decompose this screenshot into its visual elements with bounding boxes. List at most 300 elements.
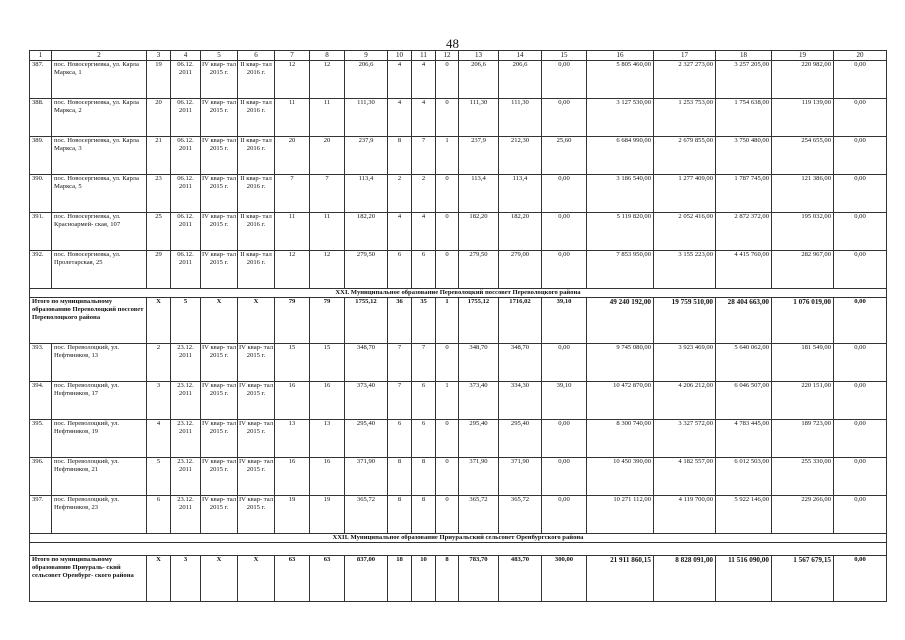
column-number: 6 (238, 51, 275, 61)
cell: 25 (147, 213, 171, 251)
cell: 8 (436, 556, 459, 602)
amount-cell: 3 186 540,00 (587, 175, 654, 213)
cell: 6 (412, 420, 436, 458)
cell: 20 (275, 137, 310, 175)
quarter-cell: IV квар- тал 2015 г. (201, 496, 238, 534)
cell: 373,40 (345, 382, 388, 420)
cell: 12 (310, 251, 345, 289)
cell: 5 (147, 458, 171, 496)
table-row (30, 61, 887, 99)
quarter-cell: IV квар- тал 2015 г. (201, 382, 238, 420)
cell: 3 (147, 382, 171, 420)
cell: 212,30 (499, 137, 542, 175)
cell: 8 (388, 458, 412, 496)
quarter-cell: IV квар- тал 2015 г. (201, 458, 238, 496)
cell: 0 (436, 213, 459, 251)
date-cell: 06.12. 2011 (171, 251, 201, 289)
amount-cell: 121 386,00 (772, 175, 834, 213)
total-label: Итого по муниципальному образованию Переволоцкий поссовет Переволоцкого района (30, 298, 147, 344)
cell: 237,9 (345, 137, 388, 175)
cell: 4 (388, 61, 412, 99)
date-cell: 06.12. 2011 (171, 175, 201, 213)
column-number: 9 (345, 51, 388, 61)
cell: 182,20 (459, 213, 499, 251)
spacer-cell (30, 543, 887, 556)
amount-cell: 8 828 091,00 (654, 556, 716, 602)
amount-cell: 4 783 445,00 (716, 420, 772, 458)
cell: 16 (310, 458, 345, 496)
date-cell: 06.12. 2011 (171, 213, 201, 251)
amount-cell: 2 872 372,00 (716, 213, 772, 251)
amount-cell: 255 330,00 (772, 458, 834, 496)
amount-cell: 0,00 (834, 344, 887, 382)
cell: 182,20 (499, 213, 542, 251)
cell: 3 (171, 556, 201, 602)
spacer-row (30, 543, 887, 556)
amount-cell: 5 805 460,00 (587, 61, 654, 99)
quarter-cell: II квар- тал 2016 г. (238, 137, 275, 175)
cell: 4 (388, 99, 412, 137)
cell: 7 (310, 175, 345, 213)
cell: 365,72 (345, 496, 388, 534)
cell: 4 (388, 213, 412, 251)
quarter-cell: II квар- тал 2016 г. (238, 99, 275, 137)
cell: 1716,02 (499, 298, 542, 344)
amount-cell: 189 723,00 (772, 420, 834, 458)
amount-cell: 0,00 (834, 213, 887, 251)
column-number: 20 (834, 51, 887, 61)
cell: 7 (412, 137, 436, 175)
quarter-cell: IV квар- тал 2015 г. (201, 99, 238, 137)
table-row (30, 496, 887, 534)
amount-cell: 9 745 080,00 (587, 344, 654, 382)
column-number: 10 (388, 51, 412, 61)
date-cell: 23.12. 2011 (171, 496, 201, 534)
address-cell: пос. Новосергиевка, ул. Карла Маркса, 5 (52, 175, 147, 213)
amount-cell: 1 076 019,00 (772, 298, 834, 344)
cell: 279,50 (459, 251, 499, 289)
cell: 348,70 (499, 344, 542, 382)
cell: 348,70 (345, 344, 388, 382)
cell: 0,00 (542, 175, 587, 213)
cell: 8 (388, 496, 412, 534)
quarter-cell: II квар- тал 2016 г. (238, 213, 275, 251)
amount-cell: 2 679 855,00 (654, 137, 716, 175)
cell: 0,00 (542, 458, 587, 496)
cell: 39,10 (542, 298, 587, 344)
cell: 63 (275, 556, 310, 602)
amount-cell: 3 327 572,00 (654, 420, 716, 458)
date-cell: 06.12. 2011 (171, 61, 201, 99)
table-row (30, 458, 887, 496)
cell: 111,30 (459, 99, 499, 137)
cell: 5 (171, 298, 201, 344)
cell: 1 (436, 137, 459, 175)
amount-cell: 4 182 557,00 (654, 458, 716, 496)
cell: 0 (436, 251, 459, 289)
quarter-cell: IV квар- тал 2015 г. (201, 175, 238, 213)
amount-cell: 254 655,00 (772, 137, 834, 175)
cell: 295,40 (345, 420, 388, 458)
cell: 0,00 (542, 251, 587, 289)
cell: 111,30 (345, 99, 388, 137)
cell: 6 (412, 382, 436, 420)
cell: 295,40 (459, 420, 499, 458)
amount-cell: 6 012 503,00 (716, 458, 772, 496)
address-cell: пос. Новосергиевка, ул. Карла Маркса, 2 (52, 99, 147, 137)
amount-cell: 0,00 (834, 175, 887, 213)
cell: 7 (388, 382, 412, 420)
column-number: 13 (459, 51, 499, 61)
date-cell: 23.12. 2011 (171, 382, 201, 420)
date-cell: 06.12. 2011 (171, 99, 201, 137)
cell: 206,6 (345, 61, 388, 99)
cell: 0 (436, 496, 459, 534)
address-cell: пос. Переволоцкий, ул. Нефтяников, 19 (52, 420, 147, 458)
cell: 0 (436, 420, 459, 458)
quarter-cell: IV квар- тал 2015 г. (201, 251, 238, 289)
column-number: 11 (412, 51, 436, 61)
column-number: 15 (542, 51, 587, 61)
cell: 12 (310, 61, 345, 99)
amount-cell: 19 759 510,00 (654, 298, 716, 344)
cell: 111,30 (499, 99, 542, 137)
cell: 4 (147, 420, 171, 458)
cell: 13 (275, 420, 310, 458)
cell: 2 (412, 175, 436, 213)
page-number: 48 (446, 36, 459, 51)
cell: 206,6 (499, 61, 542, 99)
cell: 11 (275, 99, 310, 137)
cell: 300,00 (542, 556, 587, 602)
cell: 25,60 (542, 137, 587, 175)
amount-cell: 8 300 740,00 (587, 420, 654, 458)
cell: 7 (388, 344, 412, 382)
cell: 237,9 (459, 137, 499, 175)
row-number: 392. (30, 251, 52, 289)
address-cell: пос. Переволоцкий, ул. Нефтяников, 21 (52, 458, 147, 496)
cell: 113,4 (345, 175, 388, 213)
cell: 4 (412, 99, 436, 137)
quarter-cell: IV квар- тал 2015 г. (201, 61, 238, 99)
table-row (30, 213, 887, 251)
column-number: 2 (52, 51, 147, 61)
cell: 348,70 (459, 344, 499, 382)
section-header-row (30, 289, 887, 298)
cell: 10 (412, 556, 436, 602)
column-number: 12 (436, 51, 459, 61)
amount-cell: 0,00 (834, 251, 887, 289)
cell: 371,90 (345, 458, 388, 496)
cell: 1 (436, 298, 459, 344)
quarter-cell: IV квар- тал 2015 г. (201, 420, 238, 458)
cell: 79 (310, 298, 345, 344)
cell: X (147, 556, 171, 602)
amount-cell: 229 266,00 (772, 496, 834, 534)
cell: 16 (310, 382, 345, 420)
cell: X (147, 298, 171, 344)
column-number: 7 (275, 51, 310, 61)
amount-cell: 181 549,00 (772, 344, 834, 382)
quarter-cell: IV квар- тал 2015 г. (201, 137, 238, 175)
table-row (30, 382, 887, 420)
table-row (30, 99, 887, 137)
column-number: 3 (147, 51, 171, 61)
cell: 0,00 (542, 213, 587, 251)
total-label: Итого по муниципальному образованию Приураль- ский сельсовет Оренбург- ского района (30, 556, 147, 602)
cell: 35 (412, 298, 436, 344)
amount-cell: 5 640 062,00 (716, 344, 772, 382)
amount-cell: 4 415 760,00 (716, 251, 772, 289)
amount-cell: 0,00 (834, 99, 887, 137)
row-number: 394. (30, 382, 52, 420)
cell: 0 (436, 99, 459, 137)
cell: 1755,12 (459, 298, 499, 344)
cell: 373,40 (459, 382, 499, 420)
cell: 19 (310, 496, 345, 534)
date-cell: 23.12. 2011 (171, 458, 201, 496)
amount-cell: 0,00 (834, 61, 887, 99)
cell: 79 (275, 298, 310, 344)
quarter-cell: IV квар- тал 2015 г. (238, 496, 275, 534)
column-number: 4 (171, 51, 201, 61)
address-cell: пос. Переволоцкий, ул. Нефтяников, 13 (52, 344, 147, 382)
table-row (30, 420, 887, 458)
cell: 18 (388, 556, 412, 602)
column-number: 17 (654, 51, 716, 61)
column-number: 18 (716, 51, 772, 61)
cell: 20 (147, 99, 171, 137)
cell: 182,20 (345, 213, 388, 251)
section-title: XXI. Муниципальное образование Переволоцкий поссовет Переволоцкого района (30, 289, 887, 298)
cell: 12 (275, 251, 310, 289)
cell: 19 (275, 496, 310, 534)
cell: 8 (412, 458, 436, 496)
row-number: 390. (30, 175, 52, 213)
date-cell: 06.12. 2011 (171, 137, 201, 175)
amount-cell: 1 787 745,00 (716, 175, 772, 213)
amount-cell: 10 271 112,00 (587, 496, 654, 534)
amount-cell: 119 139,00 (772, 99, 834, 137)
amount-cell: 5 119 820,00 (587, 213, 654, 251)
cell: 0 (436, 344, 459, 382)
cell: X (238, 556, 275, 602)
amount-cell: 2 052 416,00 (654, 213, 716, 251)
cell: 11 (310, 99, 345, 137)
amount-cell: 195 032,00 (772, 213, 834, 251)
cell: 6 (388, 420, 412, 458)
cell: 0 (436, 175, 459, 213)
table-row (30, 251, 887, 289)
row-number: 393. (30, 344, 52, 382)
address-cell: пос. Новосергиевка, ул. Карла Маркса, 1 (52, 61, 147, 99)
cell: 6 (388, 251, 412, 289)
cell: 0,00 (542, 99, 587, 137)
column-number: 14 (499, 51, 542, 61)
address-cell: пос. Переволоцкий, ул. Нефтяников, 23 (52, 496, 147, 534)
address-cell: пос. Переволоцкий, ул. Нефтяников, 17 (52, 382, 147, 420)
cell: 334,30 (499, 382, 542, 420)
quarter-cell: IV квар- тал 2015 г. (238, 344, 275, 382)
amount-cell: 0,00 (834, 420, 887, 458)
row-number: 395. (30, 420, 52, 458)
cell: 783,70 (459, 556, 499, 602)
cell: 20 (310, 137, 345, 175)
cell: 19 (147, 61, 171, 99)
row-number: 387. (30, 61, 52, 99)
cell: 0,00 (542, 61, 587, 99)
cell: 63 (310, 556, 345, 602)
amount-cell: 10 472 870,00 (587, 382, 654, 420)
cell: 8 (412, 496, 436, 534)
cell: X (238, 298, 275, 344)
column-number: 5 (201, 51, 238, 61)
amount-cell: 6 046 507,00 (716, 382, 772, 420)
cell: 6 (412, 251, 436, 289)
cell: 365,72 (459, 496, 499, 534)
quarter-cell: IV квар- тал 2015 г. (238, 420, 275, 458)
housing-program-table (29, 50, 887, 602)
address-cell: пос. Новосергиевка, ул. Карла Маркса, 3 (52, 137, 147, 175)
cell: 29 (147, 251, 171, 289)
amount-cell: 3 127 530,00 (587, 99, 654, 137)
cell: 11 (310, 213, 345, 251)
cell: 295,40 (499, 420, 542, 458)
cell: 36 (388, 298, 412, 344)
amount-cell: 1 754 638,00 (716, 99, 772, 137)
amount-cell: 2 327 273,00 (654, 61, 716, 99)
cell: 4 (412, 213, 436, 251)
cell: 371,90 (499, 458, 542, 496)
address-cell: пос. Новосергиевка, ул. Пролетарская, 25 (52, 251, 147, 289)
cell: 39,10 (542, 382, 587, 420)
amount-cell: 1 253 753,00 (654, 99, 716, 137)
row-number: 391. (30, 213, 52, 251)
row-number: 388. (30, 99, 52, 137)
column-number-row (30, 51, 887, 61)
amount-cell: 0,00 (834, 496, 887, 534)
table-row (30, 344, 887, 382)
cell: 279,00 (499, 251, 542, 289)
date-cell: 23.12. 2011 (171, 344, 201, 382)
quarter-cell: IV квар- тал 2015 г. (201, 344, 238, 382)
amount-cell: 0,00 (834, 382, 887, 420)
cell: 7 (412, 344, 436, 382)
cell: 16 (275, 458, 310, 496)
amount-cell: 5 922 146,00 (716, 496, 772, 534)
cell: X (201, 556, 238, 602)
cell: 13 (310, 420, 345, 458)
amount-cell: 3 155 223,00 (654, 251, 716, 289)
amount-cell: 0,00 (834, 137, 887, 175)
cell: 1755,12 (345, 298, 388, 344)
cell: 113,4 (499, 175, 542, 213)
total-row (30, 298, 887, 344)
cell: 206,6 (459, 61, 499, 99)
table-row (30, 175, 887, 213)
cell: 11 (275, 213, 310, 251)
cell: 21 (147, 137, 171, 175)
cell: 15 (310, 344, 345, 382)
cell: 0 (436, 458, 459, 496)
cell: 2 (147, 344, 171, 382)
section-title: XXII. Муниципальное образование Приуральский сельсовет Оренбургского района (30, 534, 887, 543)
cell: 12 (275, 61, 310, 99)
table-row (30, 137, 887, 175)
amount-cell: 10 450 390,00 (587, 458, 654, 496)
cell: 8 (388, 137, 412, 175)
date-cell: 23.12. 2011 (171, 420, 201, 458)
amount-cell: 11 516 090,00 (716, 556, 772, 602)
amount-cell: 3 750 480,00 (716, 137, 772, 175)
amount-cell: 7 853 950,00 (587, 251, 654, 289)
amount-cell: 28 404 663,00 (716, 298, 772, 344)
quarter-cell: II квар- тал 2016 г. (238, 175, 275, 213)
quarter-cell: IV квар- тал 2015 г. (238, 382, 275, 420)
quarter-cell: IV квар- тал 2015 г. (238, 458, 275, 496)
column-number: 1 (30, 51, 52, 61)
cell: 0,00 (542, 344, 587, 382)
cell: X (201, 298, 238, 344)
amount-cell: 3 257 205,00 (716, 61, 772, 99)
cell: 16 (275, 382, 310, 420)
row-number: 389. (30, 137, 52, 175)
cell: 279,50 (345, 251, 388, 289)
total-row (30, 556, 887, 602)
cell: 837,00 (345, 556, 388, 602)
quarter-cell: II квар- тал 2016 г. (238, 61, 275, 99)
cell: 4 (412, 61, 436, 99)
amount-cell: 0,00 (834, 458, 887, 496)
amount-cell: 4 206 212,00 (654, 382, 716, 420)
cell: 113,4 (459, 175, 499, 213)
amount-cell: 6 684 990,00 (587, 137, 654, 175)
cell: 371,90 (459, 458, 499, 496)
row-number: 396. (30, 458, 52, 496)
cell: 23 (147, 175, 171, 213)
amount-cell: 3 923 469,00 (654, 344, 716, 382)
cell: 7 (275, 175, 310, 213)
quarter-cell: IV квар- тал 2015 г. (201, 213, 238, 251)
cell: 0 (436, 61, 459, 99)
amount-cell: 282 967,00 (772, 251, 834, 289)
column-number: 19 (772, 51, 834, 61)
cell: 2 (388, 175, 412, 213)
amount-cell: 0,00 (834, 298, 887, 344)
cell: 365,72 (499, 496, 542, 534)
column-number: 16 (587, 51, 654, 61)
cell: 0,00 (542, 496, 587, 534)
amount-cell: 1 277 409,00 (654, 175, 716, 213)
amount-cell: 220 151,00 (772, 382, 834, 420)
cell: 1 (436, 382, 459, 420)
amount-cell: 4 119 700,00 (654, 496, 716, 534)
amount-cell: 0,00 (834, 556, 887, 602)
cell: 15 (275, 344, 310, 382)
amount-cell: 21 911 860,15 (587, 556, 654, 602)
amount-cell: 220 982,00 (772, 61, 834, 99)
amount-cell: 49 240 192,00 (587, 298, 654, 344)
section-header-row (30, 534, 887, 543)
quarter-cell: II квар- тал 2016 г. (238, 251, 275, 289)
amount-cell: 1 567 679,15 (772, 556, 834, 602)
cell: 483,70 (499, 556, 542, 602)
cell: 6 (147, 496, 171, 534)
address-cell: пос. Новосергиевка, ул. Красноармей- ская, 107 (52, 213, 147, 251)
cell: 0,00 (542, 420, 587, 458)
row-number: 397. (30, 496, 52, 534)
column-number: 8 (310, 51, 345, 61)
